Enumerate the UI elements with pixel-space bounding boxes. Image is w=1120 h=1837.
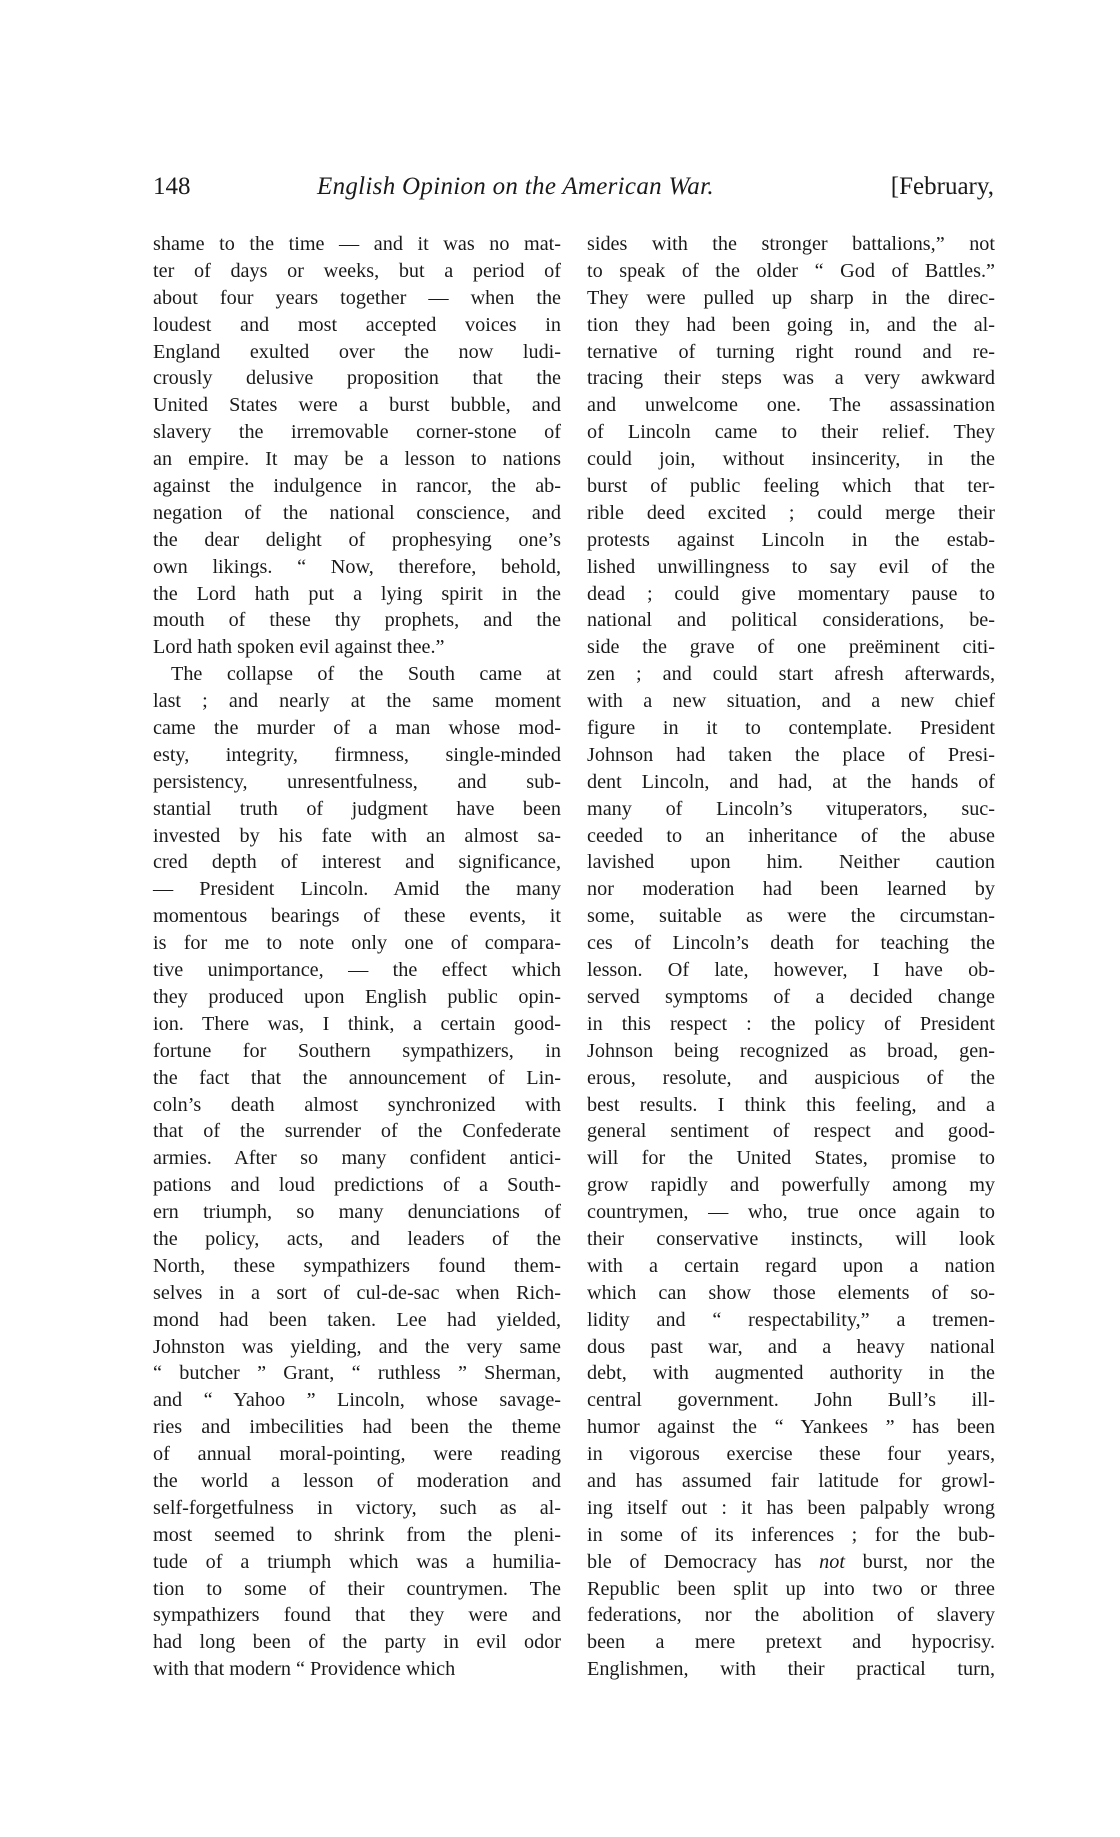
- text-line: nor moderation had been learned by: [587, 878, 995, 901]
- text-line: crously delusive proposition that the: [153, 367, 561, 390]
- text-line: ing itself out : it has been palpably wrong: [587, 1496, 995, 1519]
- text-line: some, suitable as were the circumstan-: [587, 905, 995, 928]
- text-line: they produced upon English public opin-: [153, 985, 561, 1008]
- text-line: the fact that the announcement of Lin-: [153, 1066, 561, 1089]
- text-line: ern triumph, so many denunciations of: [153, 1201, 561, 1224]
- text-line: humor against the “ Yankees ” has been: [587, 1416, 995, 1439]
- text-line: mond had been taken. Lee had yielded,: [153, 1308, 561, 1331]
- text-word: has: [774, 1550, 802, 1573]
- text-line: the dear delight of prophesying one’s: [153, 528, 561, 551]
- text-line: tion they had been going in, and the al-: [587, 313, 995, 336]
- emphasis-text: not: [819, 1550, 845, 1573]
- text-line: ter of days or weeks, but a period of: [153, 259, 561, 282]
- text-line: selves in a sort of cul-de-sac when Rich-: [153, 1281, 561, 1304]
- text-line: North, these sympathizers found them-: [153, 1254, 561, 1277]
- text-line: own likings. “ Now, therefore, behold,: [153, 555, 561, 578]
- text-line: England exulted over the now ludi-: [153, 340, 561, 363]
- running-head: [153, 170, 994, 204]
- text-line: which can show those elements of so-: [587, 1281, 995, 1304]
- text-line: ternative of turning right round and re-: [587, 340, 995, 363]
- text-line: Johnson had taken the place of Presi-: [587, 743, 995, 766]
- text-line: zen ; and could start afresh afterwards,: [587, 663, 995, 686]
- text-line: invested by his fate with an almost sa-: [153, 824, 561, 847]
- text-line: negation of the national conscience, and: [153, 501, 561, 524]
- text-line: burst of public feeling which that ter-: [587, 475, 995, 498]
- text-line: against the indulgence in rancor, the ab-: [153, 475, 561, 498]
- text-line: in vigorous exercise these four years,: [587, 1443, 995, 1466]
- text-column-left: [153, 231, 561, 1683]
- text-line: lesson. Of late, however, I have ob-: [587, 959, 995, 982]
- issue-month: [February,: [890, 173, 994, 200]
- text-line: been a mere pretext and hypocrisy.: [587, 1631, 995, 1654]
- text-line: their conservative instincts, will look: [587, 1227, 995, 1250]
- text-line: dous past war, and a heavy national: [587, 1335, 995, 1358]
- text-line: Republic been split up into two or three: [587, 1577, 995, 1600]
- text-line: Englishmen, with their practical turn,: [587, 1658, 995, 1681]
- text-line: and “ Yahoo ” Lincoln, whose savage-: [153, 1389, 561, 1412]
- text-line: grow rapidly and powerfully among my: [587, 1174, 995, 1197]
- text-line: that of the surrender of the Confederate: [153, 1120, 561, 1143]
- text-line: loudest and most accepted voices in: [153, 313, 561, 336]
- text-line: fortune for Southern sympathizers, in: [153, 1039, 561, 1062]
- text-line: slavery the irremovable corner-stone of: [153, 421, 561, 444]
- text-line: ces of Lincoln’s death for teaching the: [587, 932, 995, 955]
- text-line: of Lincoln came to their relief. They: [587, 421, 995, 444]
- text-line: shame to the time — and it was no mat-: [153, 233, 561, 255]
- text-line: sympathizers found that they were and: [153, 1604, 561, 1627]
- text-line: persistency, unresentfulness, and sub-: [153, 770, 561, 793]
- text-line: lavished upon him. Neither caution: [587, 851, 995, 874]
- text-line: is for me to note only one of compara-: [153, 932, 561, 955]
- text-line: cred depth of interest and significance,: [153, 851, 561, 874]
- text-line: with a new situation, and a new chief: [587, 690, 995, 713]
- running-title: English Opinion on the American War.: [317, 173, 714, 200]
- text-line: tude of a triumph which was a humilia-: [153, 1550, 561, 1573]
- page-number: 148: [153, 173, 191, 200]
- text-line: momentous bearings of these events, it: [153, 905, 561, 928]
- text-column-right: [587, 231, 995, 1683]
- text-line: came the murder of a man whose mod-: [153, 717, 561, 740]
- text-line: could join, without insincerity, in the: [587, 448, 995, 471]
- text-line: coln’s death almost synchronized with: [153, 1093, 561, 1116]
- text-line: ries and imbecilities had been the theme: [153, 1416, 561, 1439]
- text-line: tracing their steps was a very awkward: [587, 367, 995, 390]
- text-line: The collapse of the South came at: [171, 663, 561, 686]
- text-line: esty, integrity, firmness, single-minded: [153, 743, 561, 766]
- text-line: countrymen, — who, true once again to: [587, 1201, 995, 1224]
- text-word: ble: [587, 1550, 612, 1573]
- text-line: the world a lesson of moderation and: [153, 1469, 561, 1492]
- text-line: general sentiment of respect and good-: [587, 1120, 995, 1143]
- text-line: had long been of the party in evil odor: [153, 1631, 561, 1654]
- text-line: in this respect : the policy of President: [587, 1012, 995, 1035]
- text-line: ceeded to an inheritance of the abuse: [587, 824, 995, 847]
- text-line: self-forgetfulness in victory, such as al-: [153, 1496, 561, 1519]
- text-line: Johnson being recognized as broad, gen-: [587, 1039, 995, 1062]
- text-line: Johnston was yielding, and the very same: [153, 1335, 561, 1358]
- text-line: of annual moral-pointing, were reading: [153, 1443, 561, 1466]
- text-line: armies. After so many confident antici-: [153, 1147, 561, 1170]
- text-line: last ; and nearly at the same moment: [153, 690, 561, 713]
- text-line: to speak of the older “ God of Battles.”: [587, 259, 995, 282]
- text-line: with a certain regard upon a nation: [587, 1254, 995, 1277]
- text-line: — President Lincoln. Amid the many: [153, 878, 561, 901]
- text-line: “ butcher ” Grant, “ ruthless ” Sherman,: [153, 1362, 561, 1385]
- text-line: Lord hath spoken evil against thee.”: [153, 636, 445, 659]
- text-line: They were pulled up sharp in the direc-: [587, 286, 995, 309]
- text-line: protests against Lincoln in the estab-: [587, 528, 995, 551]
- text-line: best results. I think this feeling, and a: [587, 1093, 995, 1116]
- text-line: stantial truth of judgment have been: [153, 797, 561, 820]
- text-line: in some of its inferences ; for the bub-: [587, 1523, 995, 1546]
- text-word: Democracy: [663, 1550, 757, 1573]
- text-word: the: [970, 1550, 995, 1573]
- text-line: central government. John Bull’s ill-: [587, 1389, 995, 1412]
- text-line: about four years together — when the: [153, 286, 561, 309]
- text-line: tive unimportance, — the effect which: [153, 959, 561, 982]
- text-line: served symptoms of a decided change: [587, 985, 995, 1008]
- text-line: federations, nor the abolition of slavery: [587, 1604, 995, 1627]
- text-line: tion to some of their countrymen. The: [153, 1577, 561, 1600]
- text-line: [587, 1549, 995, 1576]
- text-line: dent Lincoln, and had, at the hands of: [587, 770, 995, 793]
- text-line: figure in it to contemplate. President: [587, 717, 995, 740]
- text-line: the policy, acts, and leaders of the: [153, 1227, 561, 1250]
- text-line: many of Lincoln’s vituperators, suc-: [587, 797, 995, 820]
- text-line: the Lord hath put a lying spirit in the: [153, 582, 561, 605]
- text-line: national and political considerations, be-: [587, 609, 995, 632]
- text-word: burst,: [862, 1550, 909, 1573]
- text-line: ion. There was, I think, a certain good-: [153, 1012, 561, 1035]
- text-line: rible deed excited ; could merge their: [587, 501, 995, 524]
- text-line: sides with the stronger battalions,” not: [587, 233, 995, 255]
- text-line: most seemed to shrink from the pleni-: [153, 1523, 561, 1546]
- text-line: will for the United States, promise to: [587, 1147, 995, 1170]
- text-line: United States were a burst bubble, and: [153, 394, 561, 417]
- text-line: side the grave of one preëminent citi-: [587, 636, 995, 659]
- text-line: mouth of these thy prophets, and the: [153, 609, 561, 632]
- text-line: and unwelcome one. The assassination: [587, 394, 995, 417]
- text-line: pations and loud predictions of a South-: [153, 1174, 561, 1197]
- text-word: nor: [925, 1550, 953, 1573]
- text-line: dead ; could give momentary pause to: [587, 582, 995, 605]
- text-line: an empire. It may be a lesson to nations: [153, 448, 561, 471]
- text-line: erous, resolute, and auspicious of the: [587, 1066, 995, 1089]
- text-line: lidity and “ respectability,” a tremen-: [587, 1308, 995, 1331]
- text-line: debt, with augmented authority in the: [587, 1362, 995, 1385]
- text-line: lished unwillingness to say evil of the: [587, 555, 995, 578]
- text-word: of: [629, 1550, 647, 1573]
- text-line: with that modern “ Providence which: [153, 1658, 456, 1681]
- text-line: and has assumed fair latitude for growl-: [587, 1469, 995, 1492]
